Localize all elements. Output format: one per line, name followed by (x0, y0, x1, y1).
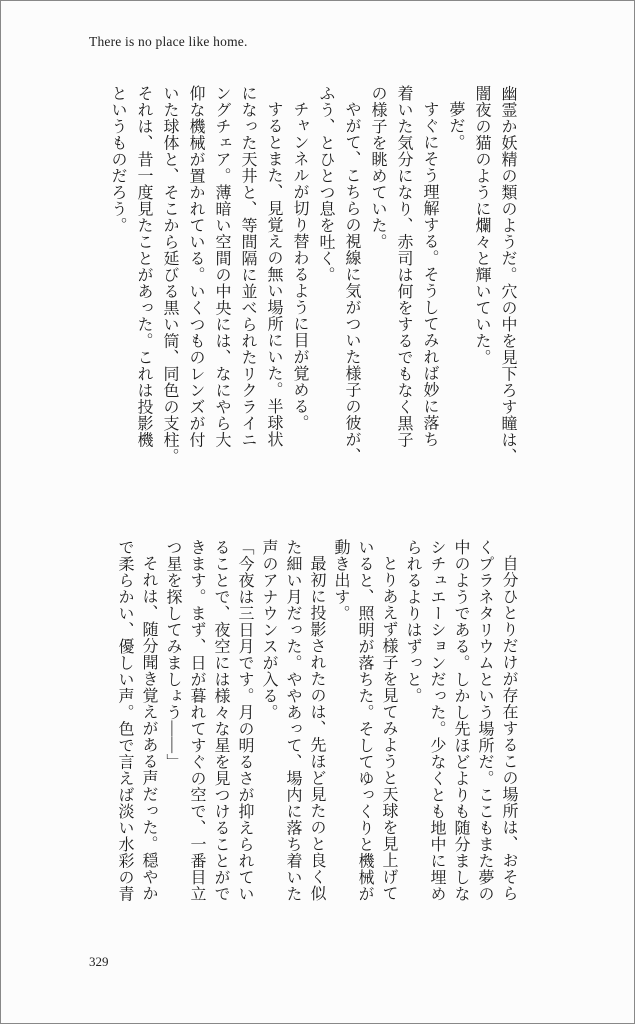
text-line: ふう、とひとつ息を吐く。 (317, 85, 334, 283)
text-line: 闇夜の猫のように爛々と輝いていた。 (473, 85, 490, 366)
text-line: それは、随分聞き覚えがある声だった。穏やか (140, 555, 157, 902)
chapter-epigraph: There is no place like home. (89, 34, 248, 49)
text-line: チャンネルが切り替わるように目が覚める。 (291, 101, 308, 431)
text-line: 幽霊か妖精の類のようだ。穴の中を見下ろす瞳は、 (499, 85, 516, 465)
text-block-bottom (112, 539, 520, 902)
text-line: 最初に投影されたのは、先ほど見たのと良く似 (308, 555, 325, 902)
text-line: た細い月だった。ややあって、場内に落ち着いた (284, 539, 301, 902)
text-line: になった天井と、等間隔に並べられたリクライニ (239, 85, 256, 448)
text-line: 声のアナウンスが入る。 (260, 539, 277, 721)
text-line: シチュエーションだった。少なくとも地中に埋め (428, 539, 445, 902)
text-block-top (104, 85, 520, 465)
text-line: きます。まず、日が暮れてすぐの空で、一番目立 (188, 539, 205, 902)
text-line: 自分ひとりだけが存在するこの場所は、おそら (500, 555, 517, 902)
text-line: いた球体と、そこから延びる黒い筒、同色の支柱。 (161, 85, 178, 465)
text-line: それは、昔一度見たことがあった。これは投影機 (135, 85, 152, 448)
text-line: というものだろう。 (109, 85, 126, 234)
text-line: いると、照明が落ちた。そしてゆっくりと機械が (356, 539, 373, 902)
text-line: で柔らかい、優しい声。色で言えば淡い水彩の青 (116, 539, 133, 902)
text-line: 動き出す。 (332, 539, 349, 622)
text-line: すぐにそう理解する。そうしてみれば妙に落ち (421, 101, 438, 448)
text-line: するとまた、見覚えの無い場所にいた。半球状 (265, 101, 282, 448)
text-line: ングチェア。薄暗い空間の中央には、なにやら大 (213, 85, 230, 448)
text-line: 中のようである。しかし先ほどよりも随分ましな (452, 539, 469, 902)
text-line: 着いた気分になり、赤司は何をするでもなく黒子 (395, 85, 412, 448)
text-line: つ星を探してみましょう——」 (164, 539, 181, 770)
text-line: 仰な機械が置かれている。いくつものレンズが付 (187, 85, 204, 448)
page-number: 329 (89, 954, 109, 969)
text-line: とりあえず様子を見てみようと天球を見上げて (380, 555, 397, 902)
text-line: 夢だ。 (447, 101, 464, 151)
text-line: られるよりはずっと。 (404, 539, 421, 704)
text-line: やがて、こちらの視線に気がついた様子の彼が、 (343, 101, 360, 464)
text-line: 「今夜は三日月です。月の明るさが抑えられてい (236, 539, 253, 902)
text-line: くプラネタリウムという場所だ。ここもまた夢の (476, 539, 493, 902)
text-line: ることで、夜空には様々な星を見つけることがで (212, 539, 229, 902)
text-line: の様子を眺めていた。 (369, 85, 386, 250)
